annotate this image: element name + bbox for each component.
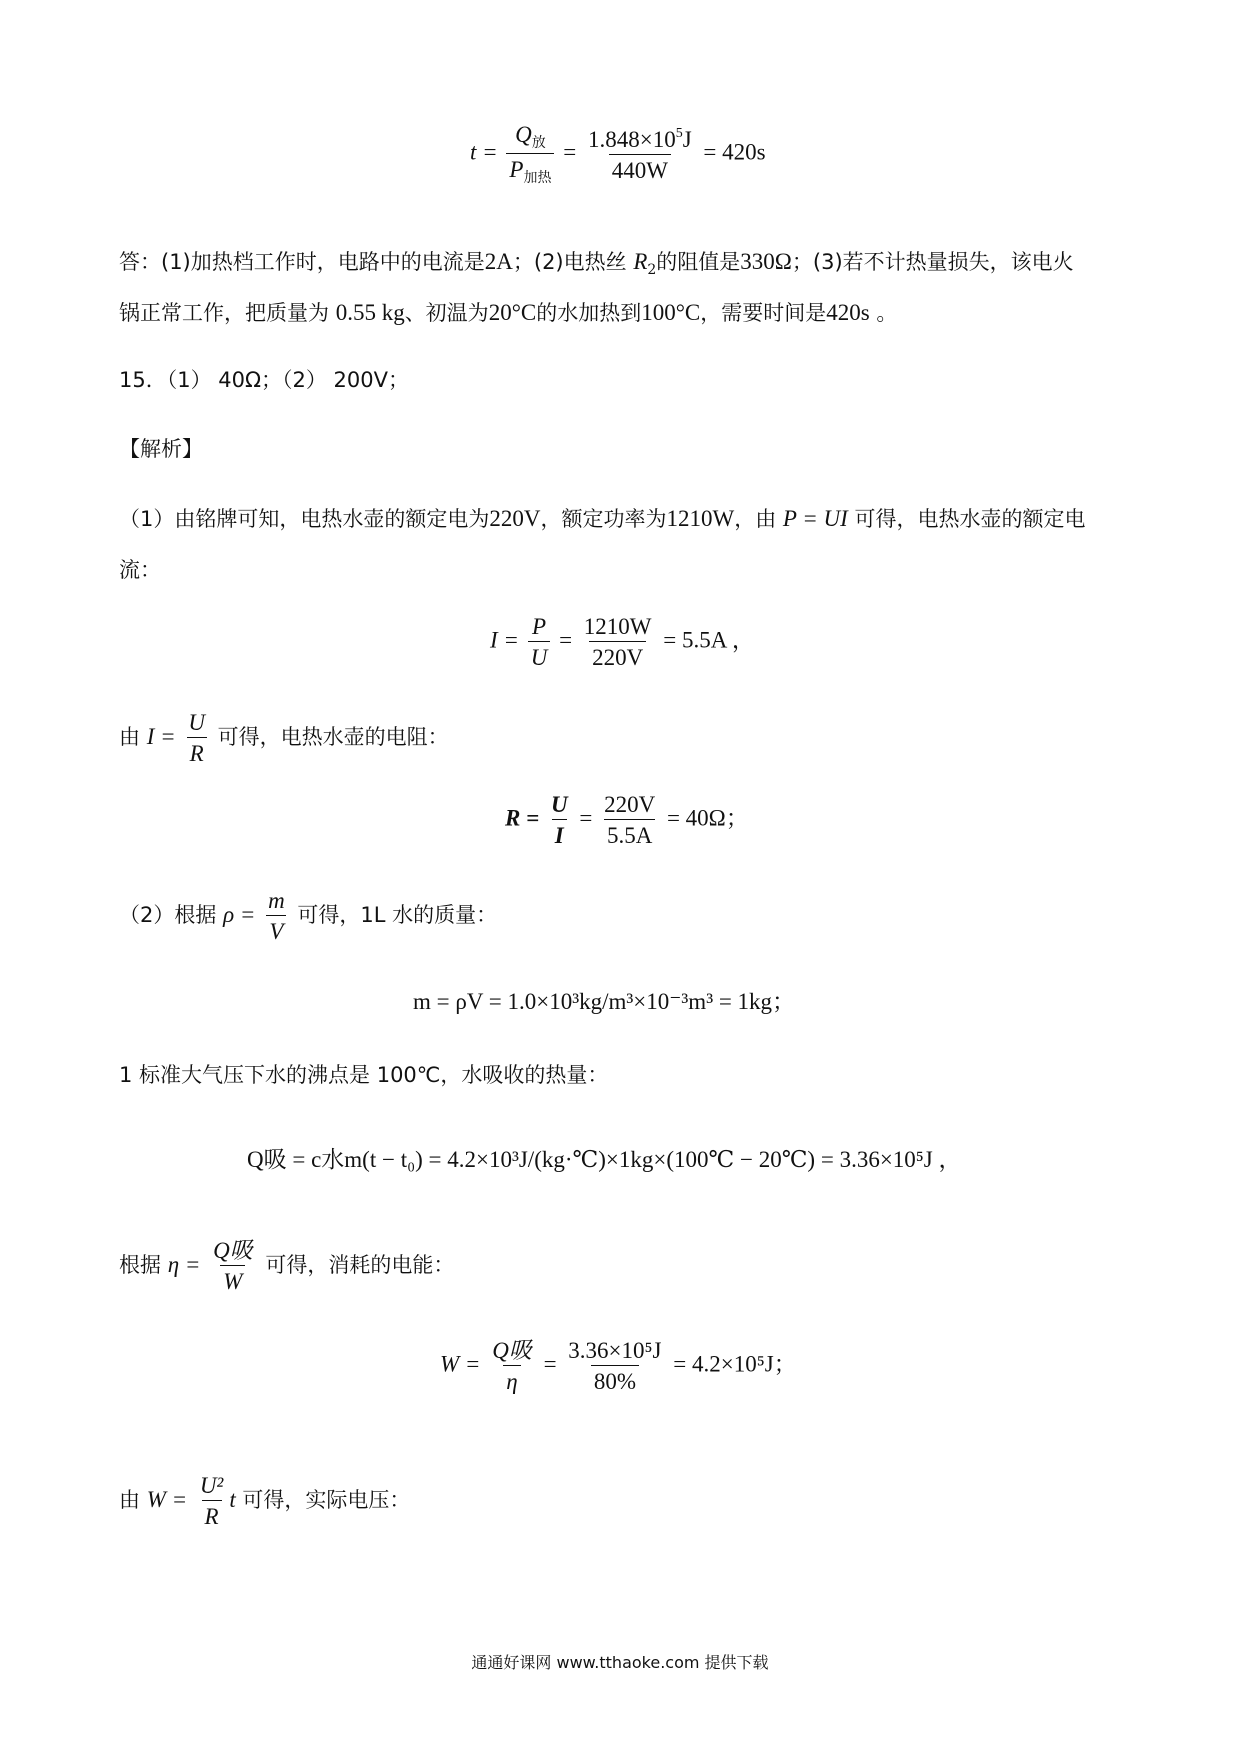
- equation-mass: m = ρV = 1.0×10³kg/m³×10⁻³m³ = 1kg；: [413, 989, 796, 1014]
- equation-resistance: R = $\frac{U}{I}$ = $\frac{220V}{5.5A}$ = 40Ω；: [505, 792, 749, 849]
- eq-t-fraction-2: $\frac{1.848\times 10^5J}{440W}$: [587, 125, 692, 183]
- question-15-answer: 15．（1） 40Ω；（2） 200V；: [119, 368, 410, 392]
- paragraph-2: 由 I = $\frac{U}{R}$ 可得，电热水壶的电阻：: [119, 710, 449, 767]
- paragraph-5: 根据 η = $\frac{\text{Q吸}}{W}$ 可得，消耗的电能：: [119, 1238, 455, 1295]
- equation-time: t = $\frac{Q_放}{P_{加热}}$ = $\frac{1.848\times 10^5J}{440W}$ = 420s: [470, 122, 766, 187]
- paragraph-4: 1 标准大气压下水的沸点是 100℃，水吸收的热量：: [119, 1063, 609, 1087]
- paragraph-3: （2）根据 ρ = $\frac{m}{V}$ 可得，1L 水的质量：: [119, 888, 498, 945]
- equation-energy: W = $\frac{\text{Q吸}}{\eta}$ = $\frac{\text{3.36×10⁵J}}{80\%}$ = 4.2×10⁵J；: [440, 1338, 797, 1395]
- analysis-heading: 【解析】: [119, 437, 203, 461]
- paragraph-1-line-2: 流：: [119, 558, 161, 582]
- paragraph-1-line-1: （1）由铭牌可知，电热水壶的额定电为220V，额定功率为1210W，由 P = UI 可得，电热水壶的额定电: [119, 506, 1086, 531]
- eq-t-lhs: t =: [470, 139, 498, 165]
- answer-line-2: 锅正常工作，把质量为 0.55 kg、初温为20°C的水加热到100°C，需要时间是420s 。: [119, 300, 898, 325]
- page-footer: 通通好课网 www.tthaoke.com 提供下载: [471, 1653, 769, 1672]
- answer-line-1: 答：(1)加热档工作时，电路中的电流是2A；(2)电热丝 $R_2$的阻值是330Ω；(3)若不计热量损失，该电火: [119, 249, 1074, 278]
- equation-heat: Q吸 = c水m(t − t₀) = 4.2×10³J/(kg·℃)×1kg×(100℃ − 20℃) = 3.36×10⁵J ，: [247, 1147, 962, 1172]
- paragraph-6: 由 W = $\frac{\text{U²}}{R}$ t 可得，实际电压：: [119, 1473, 411, 1530]
- equation-current: I = $\frac{P}{U}$ = $\frac{1210W}{220V}$ = 5.5A ，: [490, 614, 755, 671]
- eq-t-fraction-1: $\frac{Q_放}{P_{加热}}$: [506, 122, 554, 187]
